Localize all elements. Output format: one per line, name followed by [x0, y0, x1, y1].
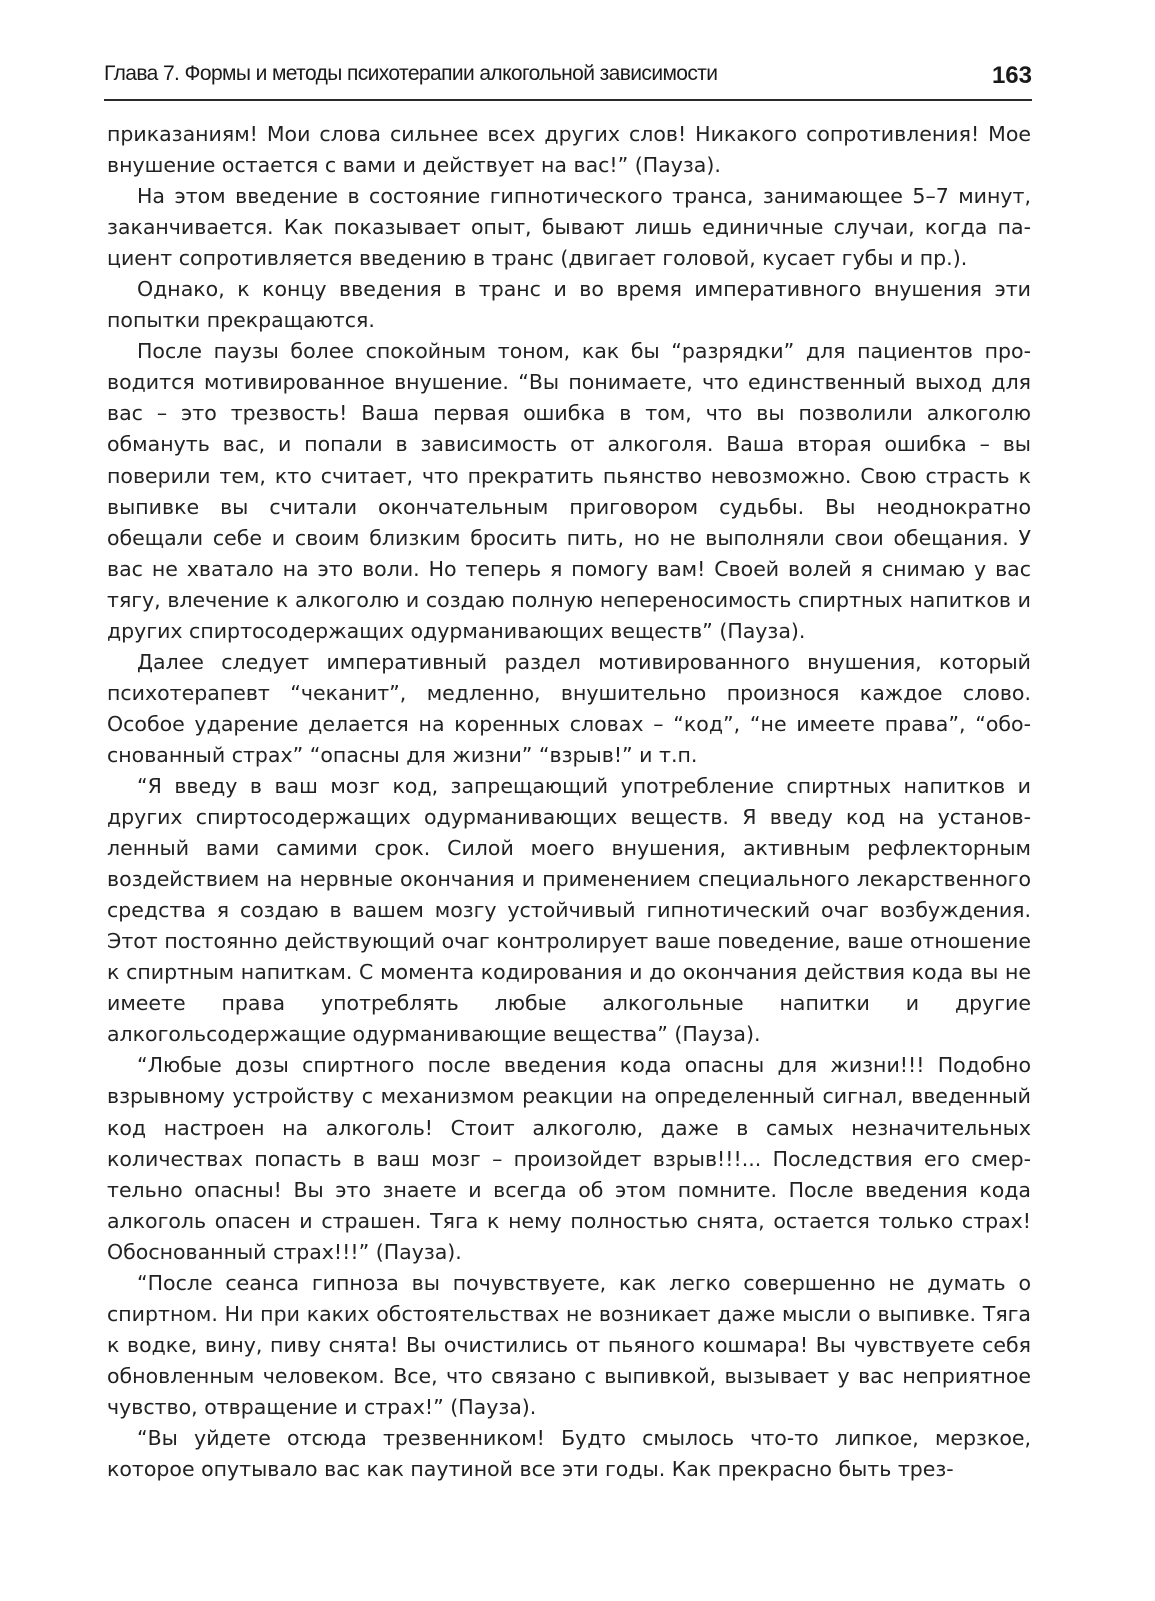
paragraph: После паузы более спокойным тоном, как бы “разрядки” для пациентов проводится мотивированное внушение. “Вы понимаете, что единственный выход для вас – это трезвость! Ваша первая ошибка в том, что вы позволили алкоголю обмануть вас, и попали в зависимость от алкоголя. Ваша вторая ошибка – вы поверили тем, кто считает, что прекратить пьянство невозможно. Свою страсть к выпивке вы считали окончательным приговором судьбы. Вы неоднократно обещали себе и своим близким бросить пить, но не выполняли свои обещания. У вас не хватало на это воли. Но теперь я помогу вам! Своей волей я снимаю у вас тягу, влечение к алкоголю и создаю полную непереносимость спиртных напитков и других спиртосодержащих одурманивающих веществ” (Пауза). — [107, 339, 1031, 643]
paragraph: “Я введу в ваш мозг код, запрещающий употребление спиртных напитков и других спиртосодержащих одурманивающих веществ. Я введу код на установленный вами самими срок. Силой моего внушения, активным рефлекторным воздействием на нервные окончания и применением специального лекарственного средства я создаю в вашем мозгу устойчивый гипнотический очаг возбуждения. Этот постоянно действующий очаг контролирует ваше поведение, ваше отношение к спиртным напиткам. С момента кодирования и до окончания действия кода вы не имеете права употреблять любые алкогольные напитки и другие алкогольсодержащие одурманивающие вещества” (Пауза). — [107, 773, 1031, 1047]
paragraph: Далее следует императивный раздел мотивированного внушения, который психотерапевт “чеканит”, медленно, внушительно произнося каждое слово. Особое ударение делается на коренных словах – “код”, “не имеете права”, “обоснованный страх” “опасны для жизни” “взрыв!” и т.п. — [107, 649, 1031, 767]
page-number: 163 — [991, 62, 1032, 89]
header-rule — [104, 99, 1032, 101]
paragraph: “Вы уйдете отсюда трезвенником! Будто смылось что-то липкое, мерзкое, которое опутывало вас как паутиной все эти годы. Как прекрасно быть трез- — [107, 1425, 1031, 1482]
paragraph: приказаниям! Мои слова сильнее всех других слов! Никакого сопротивления! Мое внушение остается с вами и действует на вас!” (Пауза). — [107, 122, 1031, 178]
paragraph: Однако, к концу введения в транс и во время императивного внушения эти попытки прекращаются. — [107, 277, 1031, 333]
running-title: Глава 7. Формы и методы психотерапии алкогольной зависимости — [104, 62, 718, 85]
paragraph: “Любые дозы спиртного после введения кода опасны для жизни!!! Подобно взрывному устройству с механизмом реакции на определенный сигнал, введенный код настроен на алкоголь! Стоит алкоголю, даже в самых незначительных количествах попасть в ваш мозг – произойдет взрыв!!!... Последствия его смертельно опасны! Вы это знаете и всегда об этом помните. После введения кода алкоголь опасен и страшен. Тяга к нему полностью снята, остается только страх! Обоснованный страх!!!” (Пауза). — [107, 1053, 1031, 1264]
page-header — [104, 54, 1032, 98]
body-text — [107, 119, 1031, 1485]
paragraph: На этом введение в состояние гипнотического транса, занимающее 5–7 минут, заканчивается. Как показывает опыт, бывают лишь единичные случаи, когда пациент сопротивляется введению в транс (двигает головой, кусает губы и пр.). — [107, 184, 1031, 271]
paragraph: “После сеанса гипноза вы почувствуете, как легко совершенно не думать о спиртном. Ни при каких обстоятельствах не возникает даже мысли о выпивке. Тяга к водке, вину, пиву снята! Вы очистились от пьяного кошмара! Вы чувствуете себя обновленным человеком. Все, что связано с выпивкой, вызывает у вас неприятное чувство, отвращение и страх!” (Пауза). — [107, 1270, 1031, 1419]
